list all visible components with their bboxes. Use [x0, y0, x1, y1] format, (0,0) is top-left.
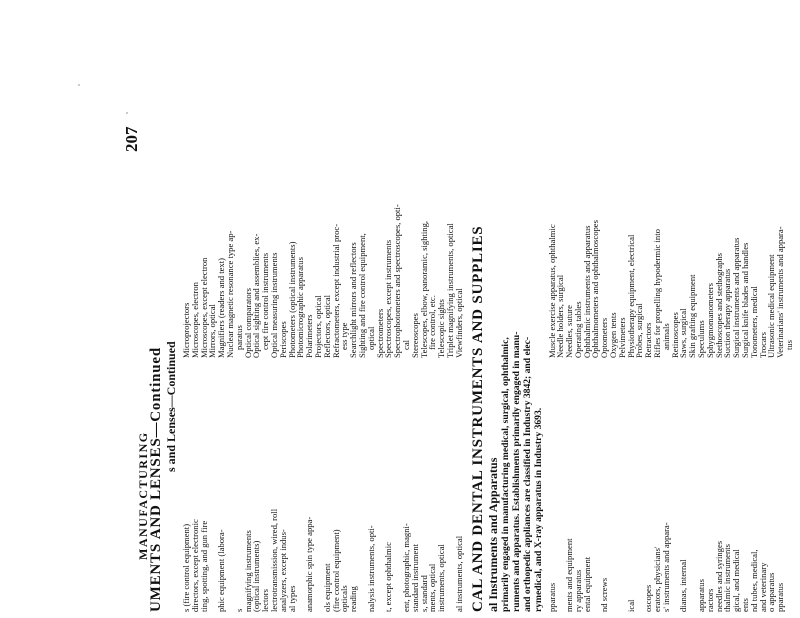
list-item: reading — [348, 586, 359, 612]
paragraph-line: ruments and apparatus. Establishments primarily engaged in manu- — [510, 331, 522, 612]
list-item: Stereoscopes — [409, 313, 420, 358]
list-item: Searchlight mirrors and reflectors — [348, 242, 359, 358]
section-paragraph — [500, 52, 544, 612]
list-item: Needles, suture — [564, 305, 575, 358]
list-item: (optical instruments) — [251, 540, 262, 612]
list-item: ess type — [339, 322, 350, 350]
list-item: optical — [365, 326, 376, 350]
page-number: 207 — [122, 126, 141, 152]
list-item: Needle holders, surgical — [555, 274, 566, 358]
list-item: Viewfinders, optical — [453, 288, 464, 358]
list-item: Microprojectors — [181, 302, 191, 358]
list-item: opticals — [339, 585, 350, 612]
list-item: Spectroscopes, except instruments — [383, 239, 394, 358]
entry-column-right — [548, 108, 794, 358]
list-item: thalmic instruments — [722, 543, 733, 612]
list-item: o apparatus — [766, 572, 777, 612]
list-item: Skin grafting equipment — [687, 274, 698, 358]
list-item — [618, 398, 627, 612]
section-subtitle: al Instruments and Apparatus — [485, 457, 500, 612]
list-item: lectrotransmission, wired, roll — [268, 508, 279, 612]
list-item: pparatus — [775, 582, 786, 612]
list-item: Trocars — [757, 332, 768, 358]
list-item: Retractors — [643, 322, 654, 358]
list-item: Ophthalmometers and ophthalmoscopes — [590, 220, 601, 358]
list-item: Spectrometers — [374, 308, 385, 358]
list-item: ols equipment — [321, 563, 332, 612]
list-item: Photomicrographic apparatus — [295, 257, 306, 358]
list-item: Sphygmomanometers — [704, 283, 715, 358]
section-title: CAL AND DENTAL INSTRUMENTS AND SUPPLIES — [469, 225, 486, 612]
list-item: Operating tables — [572, 301, 583, 358]
paragraph-line: rymedical, and X-ray apparatus in Industry 3693. — [532, 407, 544, 612]
list-item: fire control, etc. — [427, 295, 438, 350]
list-item: Suction therapy apparatus — [722, 268, 733, 358]
list-item: phic equipment (labora- — [216, 529, 227, 612]
list-item: ry apparatus — [572, 569, 583, 612]
list-item: tus — [784, 339, 795, 350]
list-item: Muscle exercise apparatus, ophthalmic — [546, 224, 557, 358]
list-item: oscopes — [643, 584, 654, 612]
entry-column-right — [182, 108, 464, 358]
list-item: lectors — [260, 589, 271, 612]
list-item: ments, optical — [427, 563, 438, 612]
list-item: ents — [740, 598, 751, 612]
list-item: dianas, internal — [678, 559, 689, 612]
list-item: paratus — [233, 325, 244, 350]
list-item: Polarimeters — [304, 314, 315, 358]
list-item: Optometers — [599, 317, 610, 358]
list-item: Projectors, optical — [312, 295, 323, 358]
list-item: Photometers (optical instruments) — [286, 241, 297, 358]
list-item: Triplet magnifying instruments, optical — [444, 223, 455, 358]
paragraph-line: and orthopedic appliances are classified in Industry 3842; and elec- — [521, 336, 533, 612]
list-item: ting, spotting, and gun fire — [198, 520, 209, 612]
list-item: Oxygen tents — [608, 312, 619, 358]
entry-column-left — [182, 398, 464, 612]
list-item: Telescopes, elbow, panoramic, sighting, — [418, 220, 429, 358]
list-item: Surgical instruments and apparatus — [731, 237, 742, 358]
list-item: Refractometers, except industrial proc- — [330, 223, 341, 358]
list-item: Stethoscopes and stethographs — [713, 252, 724, 358]
list-item — [226, 398, 235, 612]
entry-columns — [182, 52, 464, 612]
list-item: Retinoscopes — [669, 312, 680, 358]
list-item: ental equipment — [581, 556, 592, 612]
list-item: pparatus — [546, 582, 557, 612]
list-item: Optical measuring instruments — [268, 252, 279, 358]
list-item: ractors — [704, 588, 715, 612]
list-item: cept fire control instruments — [260, 252, 271, 350]
list-item: s' instruments and appara- — [660, 522, 671, 612]
list-item: cal — [400, 339, 411, 350]
list-item: Tonometers, medical — [748, 286, 759, 358]
list-item: Veterinarians' instruments and appara- — [775, 226, 786, 358]
list-item: Speculums — [696, 320, 707, 358]
list-item: Rifles for propelling hypodermic into — [652, 229, 663, 358]
list-item: anamorphic spin type appa- — [304, 516, 315, 612]
list-item: ments and equipment — [564, 538, 575, 612]
list-item: Probes, surgical — [634, 303, 645, 358]
list-item: al types — [286, 585, 297, 612]
list-item: apparatus — [696, 579, 707, 612]
list-item — [635, 398, 644, 612]
page-body — [148, 52, 794, 612]
section-title: UMENTS AND LENSES—Continued — [148, 347, 164, 612]
list-item: Optical sighting and assemblies, ex- — [251, 233, 262, 358]
scan-speck — [78, 84, 80, 86]
list-item: Pelvimeters — [616, 317, 627, 358]
list-item: Physiotherapy equipment, electrical — [625, 234, 636, 358]
list-item: Sighting and fire control equipment, — [356, 233, 367, 358]
list-item: analyzers, except indus- — [277, 529, 288, 612]
list-item: nd tubes, medical, — [748, 549, 759, 612]
list-item: al instruments, optical — [453, 535, 464, 612]
paragraph-line: primarily engaged in manufacturing medical, surgical, ophthalmic, — [499, 337, 511, 612]
list-item: directors, except electronic — [189, 519, 200, 612]
list-item: animals — [660, 323, 671, 350]
list-item: magnifying instruments — [242, 530, 253, 612]
list-item: Ultrasonic medical equipment — [766, 254, 777, 358]
list-item: nd screws — [599, 577, 610, 612]
section-subtitle: s and Lenses—Continued — [164, 341, 178, 472]
list-item: Mirrors, optical — [207, 304, 218, 358]
list-item: Surgical knife blades and handles — [740, 242, 751, 358]
list-item: Reflectors, optical — [321, 295, 332, 358]
list-item: s — [233, 608, 244, 612]
list-item: Saws, surgical — [678, 308, 689, 358]
list-item — [609, 398, 618, 612]
list-item: Microscopes, electron — [189, 282, 200, 358]
list-item: Telescopic sights — [436, 299, 447, 358]
list-item: nalysis instruments, opti- — [365, 525, 376, 612]
list-item: (fire control equipment) — [330, 529, 341, 612]
list-item: erators, physicians' — [652, 546, 663, 612]
list-item: standard instrument — [409, 543, 420, 612]
list-item: instruments, optical — [436, 544, 447, 612]
list-item: Ophthalmic instruments and apparatus — [581, 225, 592, 358]
running-head: MANUFACTURING — [136, 431, 150, 560]
list-item: t, except ophthalmic — [383, 542, 394, 612]
list-item: ent, photographic, magni- — [400, 523, 411, 612]
list-item: s (fire control equipment) — [181, 523, 191, 612]
list-item: Nuclear magnetic resonance type ap- — [224, 230, 235, 358]
list-item: Optical comparators — [242, 288, 253, 358]
list-item: ical — [625, 599, 636, 612]
entry-column-left — [548, 398, 794, 612]
list-item: Magnifiers (readers and text) — [216, 258, 227, 358]
list-item: Periscopes — [277, 321, 288, 358]
scan-speck — [126, 112, 128, 114]
list-item: Spectrophotometers and spectroscopes, opti- — [392, 204, 403, 358]
list-item: s, standard — [418, 575, 429, 612]
list-item: needles and syringes — [713, 540, 724, 612]
entry-columns — [548, 52, 794, 612]
list-item: and veterinary — [757, 562, 768, 612]
list-item: gical, and medical — [731, 549, 742, 612]
list-item: Microscopes, except electron — [198, 257, 209, 358]
